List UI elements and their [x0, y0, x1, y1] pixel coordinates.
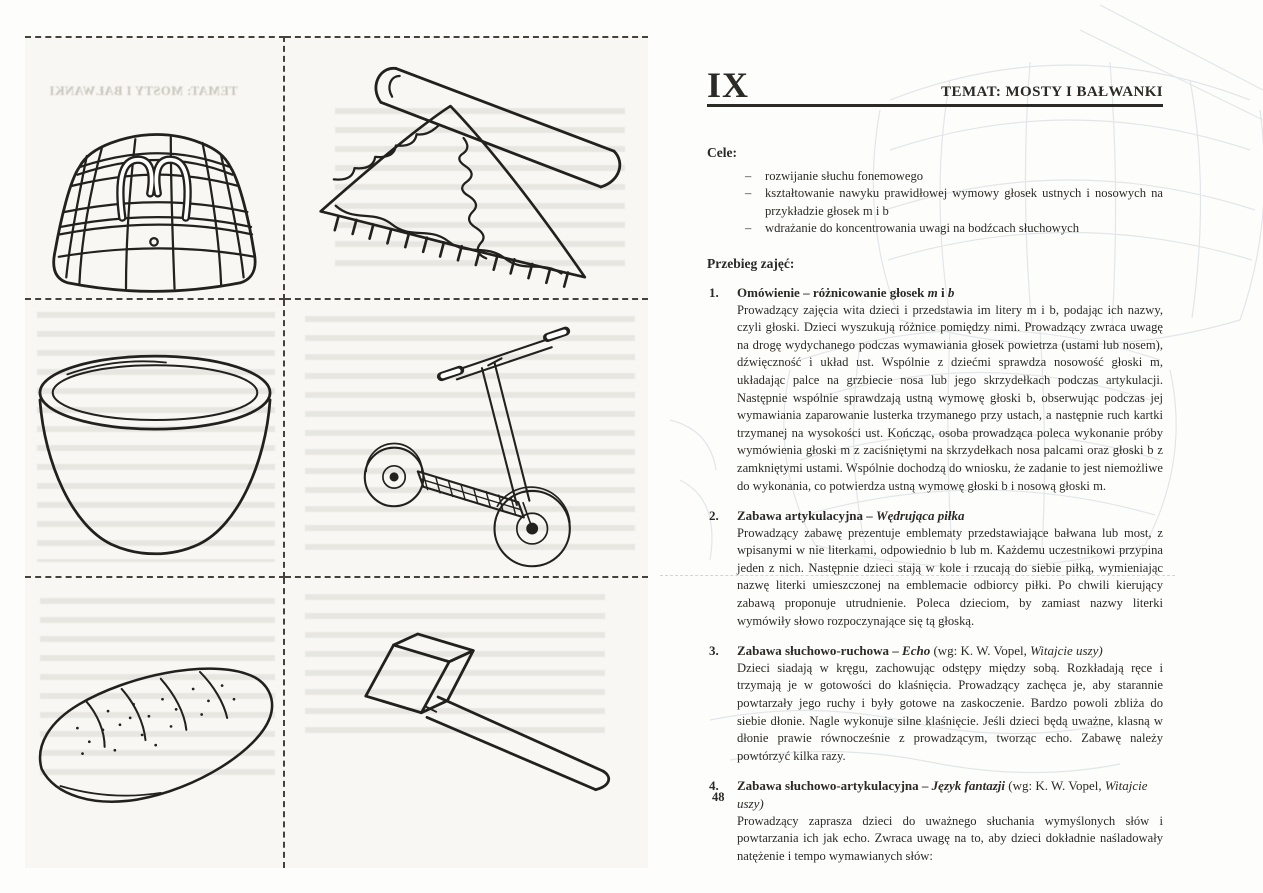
page-number: 48 [712, 790, 725, 804]
goals-list [707, 168, 1163, 238]
activity-item-4 [707, 777, 1163, 865]
activity-item-2 [707, 507, 1163, 630]
activity-item-3 [707, 642, 1163, 765]
goals-label: Cele: [707, 144, 737, 160]
goal-text: kształtowanie nawyku prawidłowej wymowy głosek ustnych i nosowych na przykładzie głosek m i b [765, 186, 1163, 218]
panel-scooter [285, 300, 648, 578]
section-label: Przebieg zajęć: [707, 255, 795, 271]
goal-item [707, 185, 1163, 220]
goal-text: rozwijanie słuchu fonemowego [765, 168, 924, 183]
right-page [707, 65, 1163, 865]
activity-item-1 [707, 284, 1163, 495]
goal-dash: – [745, 186, 752, 201]
activity-number: 3. [709, 643, 719, 659]
goal-dash: – [745, 221, 752, 236]
activity-body: Dzieci siadają w kręgu, zachowując odstępy między sobą. Rozkładają ręce i trzymają je w gotowości do klaśnięcia. Prowadzący zachęca je, aby starannie powtarzały jego ruchy i były gotowe na zaskoczenie. Bardzo powoli zbliża do siebie dłonie. Nagle wykonuje silne klaśnięcie. Jeśli dzieci będą uważne, klasną w dłonie prawie równocześnie z prowadzącym, tworząc echo. Zabawę należy powtórzyć kilka razy. [737, 660, 1163, 763]
goal-item [707, 220, 1163, 238]
goal-dash: – [745, 168, 752, 183]
chapter-number: IX [707, 65, 750, 105]
chapter-header [707, 65, 1163, 107]
goal-text: wdrażanie do koncentrowania uwagi na bodźcach słuchowych [765, 221, 1080, 236]
hammer-icon [327, 608, 627, 798]
activity-heading: Zabawa artykulacyjna – Wędrująca piłka [737, 508, 965, 524]
activity-heading: Zabawa słuchowo-artykulacyjna – Język fantazji (wg: K. W. Vopel, Witajcie uszy) [737, 778, 1148, 811]
panel-bread [25, 578, 285, 868]
chapter-title: TEMAT: MOSTY I BAŁWANKI [941, 83, 1163, 100]
panel-hammer [285, 578, 648, 868]
bowl-icon [27, 336, 283, 578]
activity-heading: Omówienie – różnicowanie głosek m i b [737, 284, 955, 300]
bread-loaf-icon [25, 626, 283, 826]
panel-bowl [25, 300, 285, 578]
handbag-basket-icon [35, 100, 273, 296]
activity-number: 1. [709, 284, 719, 300]
activity-body: Prowadzący zaprasza dzieci do uważnego słuchania wymyślonych słów i powtarzania ich jak echo. Zwraca uwagę na to, aby dzieci dokładnie naśladowały natężenie i tempo wymawianych słów: [737, 813, 1163, 863]
panel-handbag [25, 36, 285, 300]
activity-heading: Zabawa słuchowo-ruchowa – Echo (wg: K. W. Vopel, Witajcie uszy) [737, 643, 1103, 659]
ghost-bleed-text: TEMAT: MOSTY I BAŁWANKI [49, 84, 238, 98]
scooter-icon [303, 304, 633, 576]
left-page [25, 36, 648, 868]
goal-item [707, 168, 1163, 186]
scrubbing-brush-icon [289, 44, 641, 296]
panel-brush [285, 36, 648, 300]
activity-number: 2. [709, 508, 719, 524]
activity-number: 4. [709, 778, 719, 794]
activity-body: Prowadzący zajęcia wita dzieci i przedstawia im litery m i b, podając ich nazwy, czyli głoski. Dzieci wyszukują różnice pomiędzy nimi. Prowadzący zwraca uwagę na drogę wydychanego podczas wymawiania głosek powietrza (ustami lub nosem), dźwięczność i układ ust. Wspólnie z dziećmi sprawdza nosowość głoski m, układając palce na grzbiecie nosa lub jego skrzydełkach podczas artykulacji. Następnie wspólnie sprawdzają ustną wymowę głoski b, obserwując podczas jej wymawiania zaparowanie lusterka trzymanego przy ustach, a następnie ruch kartki trzymanej na wysokości ust. Kończąc, osoba prowadząca poleca wykonanie próby wymówienia głoski m z zaciśniętymi na skrzydełkach nosa palcami oraz głoski b z zamkniętymi ustami. Wspólnie dochodzą do wniosku, że zadanie to jest niemożliwe do wykonania, co potwierdza ustną wymowę głoski b i nosową głoski m. [737, 302, 1163, 493]
activity-body: Prowadzący zabawę prezentuje emblematy przedstawiające bałwana lub most, z wpisanymi w nie literkami, odpowiednio b lub m. Każdemu uczestnikowi przypina jeden z nich. Następnie dzieci stają w kole i rzucają do siebie piłką, wymieniając nazwę literki umieszczonej na emblemacie odbiorcy piłki. Po chwili kierujący zabawą proponuje utrudnienie. Poleca dzieciom, by zamiast nazwy literki wymówiły słowo rozpoczynające się tą głoską. [737, 525, 1163, 628]
